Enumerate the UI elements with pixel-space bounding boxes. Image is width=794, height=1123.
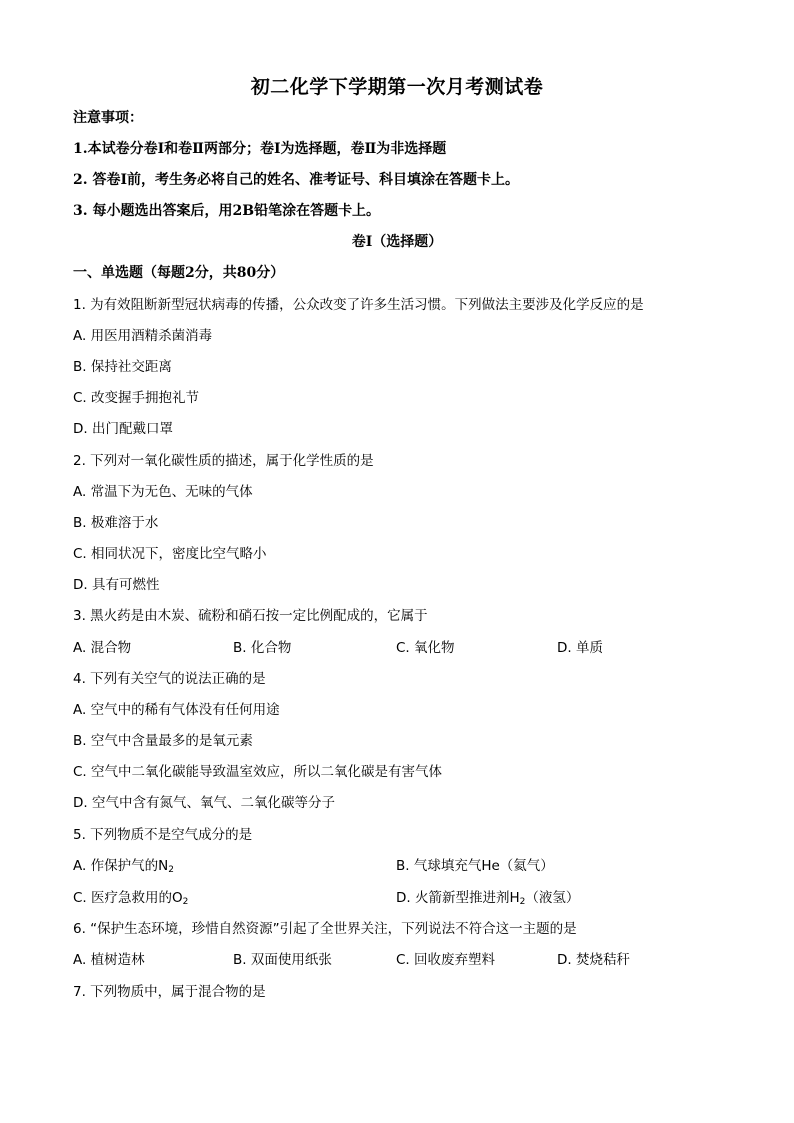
question-stem: 5. 下列物质不是空气成分的是 <box>73 827 253 843</box>
section-title: 卷Ⅰ（选择题） <box>351 234 443 250</box>
option-d: D. 出门配戴口罩 <box>73 421 173 437</box>
option-b: B. 气球填充气He（氦气） <box>396 858 554 874</box>
notice-item-2: 2. 答卷Ⅰ前，考生务必将自己的姓名、准考证号、科目填涂在答题卡上。 <box>73 172 520 188</box>
option-c: C. 改变握手拥抱礼节 <box>73 390 200 406</box>
option-c: C. 相同状况下，密度比空气略小 <box>73 546 267 562</box>
question-stem: 6. “保护生态环境，珍惜自然资源”引起了全世界关注，下列说法不符合这一主题的是 <box>73 921 577 937</box>
option-a: A. 常温下为无色、无味的气体 <box>73 484 253 500</box>
part-heading: 一、单选题（每题2分，共80分） <box>73 265 285 281</box>
question-stem: 7. 下列物质中，属于混合物的是 <box>73 984 266 1000</box>
question-stem: 4. 下列有关空气的说法正确的是 <box>73 671 266 687</box>
question-stem: 1. 为有效阻断新型冠状病毒的传播，公众改变了许多生活习惯。下列做法主要涉及化学反应的是 <box>73 297 644 313</box>
option-a: A. 空气中的稀有气体没有任何用途 <box>73 702 280 718</box>
option-b: B. 极难溶于水 <box>73 515 159 531</box>
exam-title: 初二化学下学期第一次月考测试卷 <box>250 76 544 98</box>
option-b: B. 化合物 <box>233 640 292 656</box>
option-b: B. 空气中含量最多的是氧元素 <box>73 733 253 749</box>
option-d: D. 具有可燃性 <box>73 577 160 593</box>
option-c: C. 回收废弃塑料 <box>396 952 496 968</box>
option-c: C. 氧化物 <box>396 640 455 656</box>
option-a: A. 混合物 <box>73 640 132 656</box>
option-d: D. 空气中含有氮气、氧气、二氧化碳等分子 <box>73 795 335 811</box>
question-stem: 3. 黑火药是由木炭、硫粉和硝石按一定比例配成的，它属于 <box>73 608 428 624</box>
notice-item-1: 1.本试卷分卷Ⅰ和卷Ⅱ两部分；卷Ⅰ为选择题，卷Ⅱ为非选择题 <box>73 141 447 157</box>
option-a: A. 植树造林 <box>73 952 145 968</box>
option-d: D. 单质 <box>557 640 603 656</box>
option-c: C. 医疗急救用的$O_2$ <box>73 890 189 907</box>
option-d: D. 火箭新型推进剂$H_2$（液氢） <box>396 890 580 907</box>
notice-item-3: 3. 每小题选出答案后，用2B铅笔涂在答题卡上。 <box>73 203 381 219</box>
option-d: D. 焚烧秸秆 <box>557 952 630 968</box>
option-a: A. 作保护气的$N_2$ <box>73 858 174 875</box>
option-b: B. 保持社交距离 <box>73 359 172 375</box>
question-stem: 2. 下列对一氧化碳性质的描述，属于化学性质的是 <box>73 453 374 469</box>
notice-heading: 注意事项： <box>73 110 143 126</box>
option-b: B. 双面使用纸张 <box>233 952 332 968</box>
option-a: A. 用医用酒精杀菌消毒 <box>73 328 213 344</box>
option-c: C. 空气中二氧化碳能导致温室效应，所以二氧化碳是有害气体 <box>73 764 443 780</box>
